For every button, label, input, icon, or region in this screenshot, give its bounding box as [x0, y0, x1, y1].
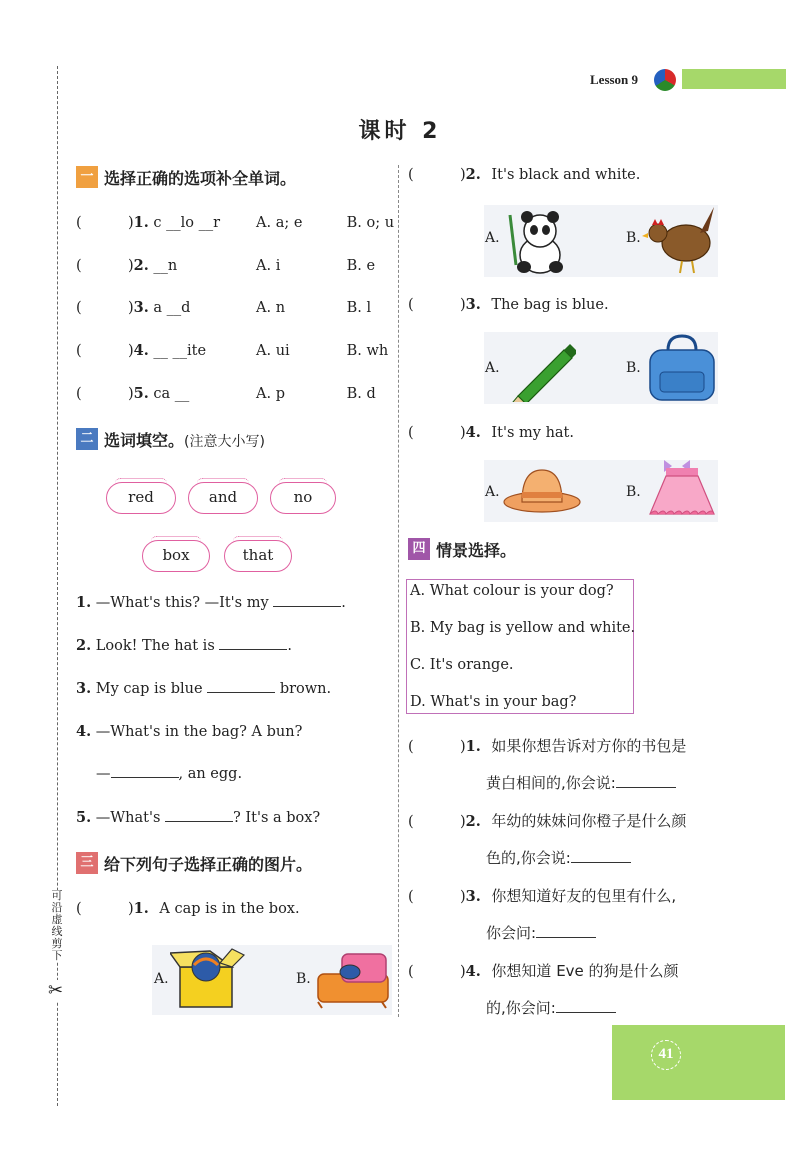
lesson-ball-icon [654, 69, 676, 91]
page-title: 课时 2 [358, 119, 442, 144]
s4-option-a: A. What colour is your dog? [410, 583, 614, 599]
section3-number: 三 [76, 852, 98, 874]
s3-item-4-option-a: A. [485, 484, 500, 500]
panda-picture [502, 205, 572, 277]
s4-item-3: ( )3. 你想知道好友的包里有什么, [408, 887, 677, 905]
cap-in-box-picture [170, 945, 250, 1013]
cut-hint: 可沿虚线剪下 [51, 889, 63, 962]
s3-item-3: ( )3. The bag is blue. [408, 296, 609, 313]
s3-item-3-option-a: A. [485, 360, 500, 376]
skirt-picture [646, 458, 718, 520]
s4-item-1: ( )1. 如果你想告诉对方你的书包是 [408, 737, 687, 755]
s1-item-5: ( )5. ca __ A. p B. d [76, 385, 376, 402]
s3-item-4: ( )4. It's my hat. [408, 424, 574, 441]
s3-item-2-option-a: A. [485, 230, 500, 246]
s2-item-2: 2. Look! The hat is . [76, 637, 292, 654]
s3-item-1-option-b: B. [296, 971, 311, 987]
s4-option-d: D. What's in your bag? [410, 694, 577, 710]
s4-option-b: B. My bag is yellow and white. [410, 620, 636, 636]
s4-item-4-line2: 的,你会问: [486, 997, 616, 1018]
s4-item-2-line2: 色的,你会说: [486, 847, 631, 868]
s2-item-1: 1. —What's this? —It's my . [76, 594, 346, 611]
s1-item-4: ( )4. __ __ite A. ui B. wh [76, 342, 389, 359]
s2-item-3: 3. My cap is blue brown. [76, 680, 332, 697]
word-cloud-box: box [142, 540, 210, 572]
section1-number: 一 [76, 166, 98, 188]
s3-item-1-option-a: A. [154, 971, 169, 987]
page-number-panel [612, 1025, 785, 1100]
s3-item-2-option-b: B. [626, 230, 641, 246]
s1-item-2: ( )2. __n A. i B. e [76, 257, 376, 274]
scissors-icon: ✂ [48, 980, 64, 1001]
cap-on-sofa-picture [312, 948, 392, 1010]
word-cloud-and: and [188, 482, 258, 514]
s4-option-c: C. It's orange. [410, 657, 514, 673]
s3-item-1: ( )1. A cap is in the box. [76, 900, 300, 917]
blue-bag-picture [646, 332, 718, 404]
word-cloud-red: red [106, 482, 176, 514]
hen-picture [642, 203, 718, 277]
column-divider [398, 165, 399, 1017]
s3-item-4-option-b: B. [626, 484, 641, 500]
section4-number: 四 [408, 538, 430, 560]
page-number: 41 [651, 1040, 681, 1070]
s3-item-3-option-b: B. [626, 360, 641, 376]
s4-item-1-line2: 黄白相间的,你会说: [486, 772, 676, 793]
section2-title: 选词填空。(注意大小写) [104, 431, 265, 450]
s2-item-4-answer: — , an egg. [96, 766, 243, 782]
hat-picture [502, 462, 584, 518]
pencil-picture [504, 338, 576, 402]
header-bar [682, 69, 786, 89]
s1-item-1: ( )1. c __lo __r A. a; e B. o; u [76, 214, 395, 231]
s3-item-2: ( )2. It's black and white. [408, 166, 641, 183]
s1-item-3: ( )3. a __d A. n B. l [76, 299, 372, 316]
section3-title: 给下列句子选择正确的图片。 [104, 855, 313, 874]
section4-title: 情景选择。 [436, 541, 517, 560]
s4-item-3-line2: 你会问: [486, 922, 596, 943]
word-cloud-that: that [224, 540, 292, 572]
s4-item-4: ( )4. 你想知道 Eve 的狗是什么颜 [408, 962, 679, 980]
word-cloud-no: no [270, 482, 336, 514]
section1-title: 选择正确的选项补全单词。 [104, 169, 297, 188]
section2-number: 二 [76, 428, 98, 450]
s2-item-5: 5. —What's ? It's a box? [76, 809, 321, 826]
s4-item-2: ( )2. 年幼的妹妹问你橙子是什么颜 [408, 812, 687, 830]
s2-item-4: 4. —What's in the bag? A bun? [76, 723, 303, 740]
lesson-label: Lesson 9 [590, 72, 639, 87]
